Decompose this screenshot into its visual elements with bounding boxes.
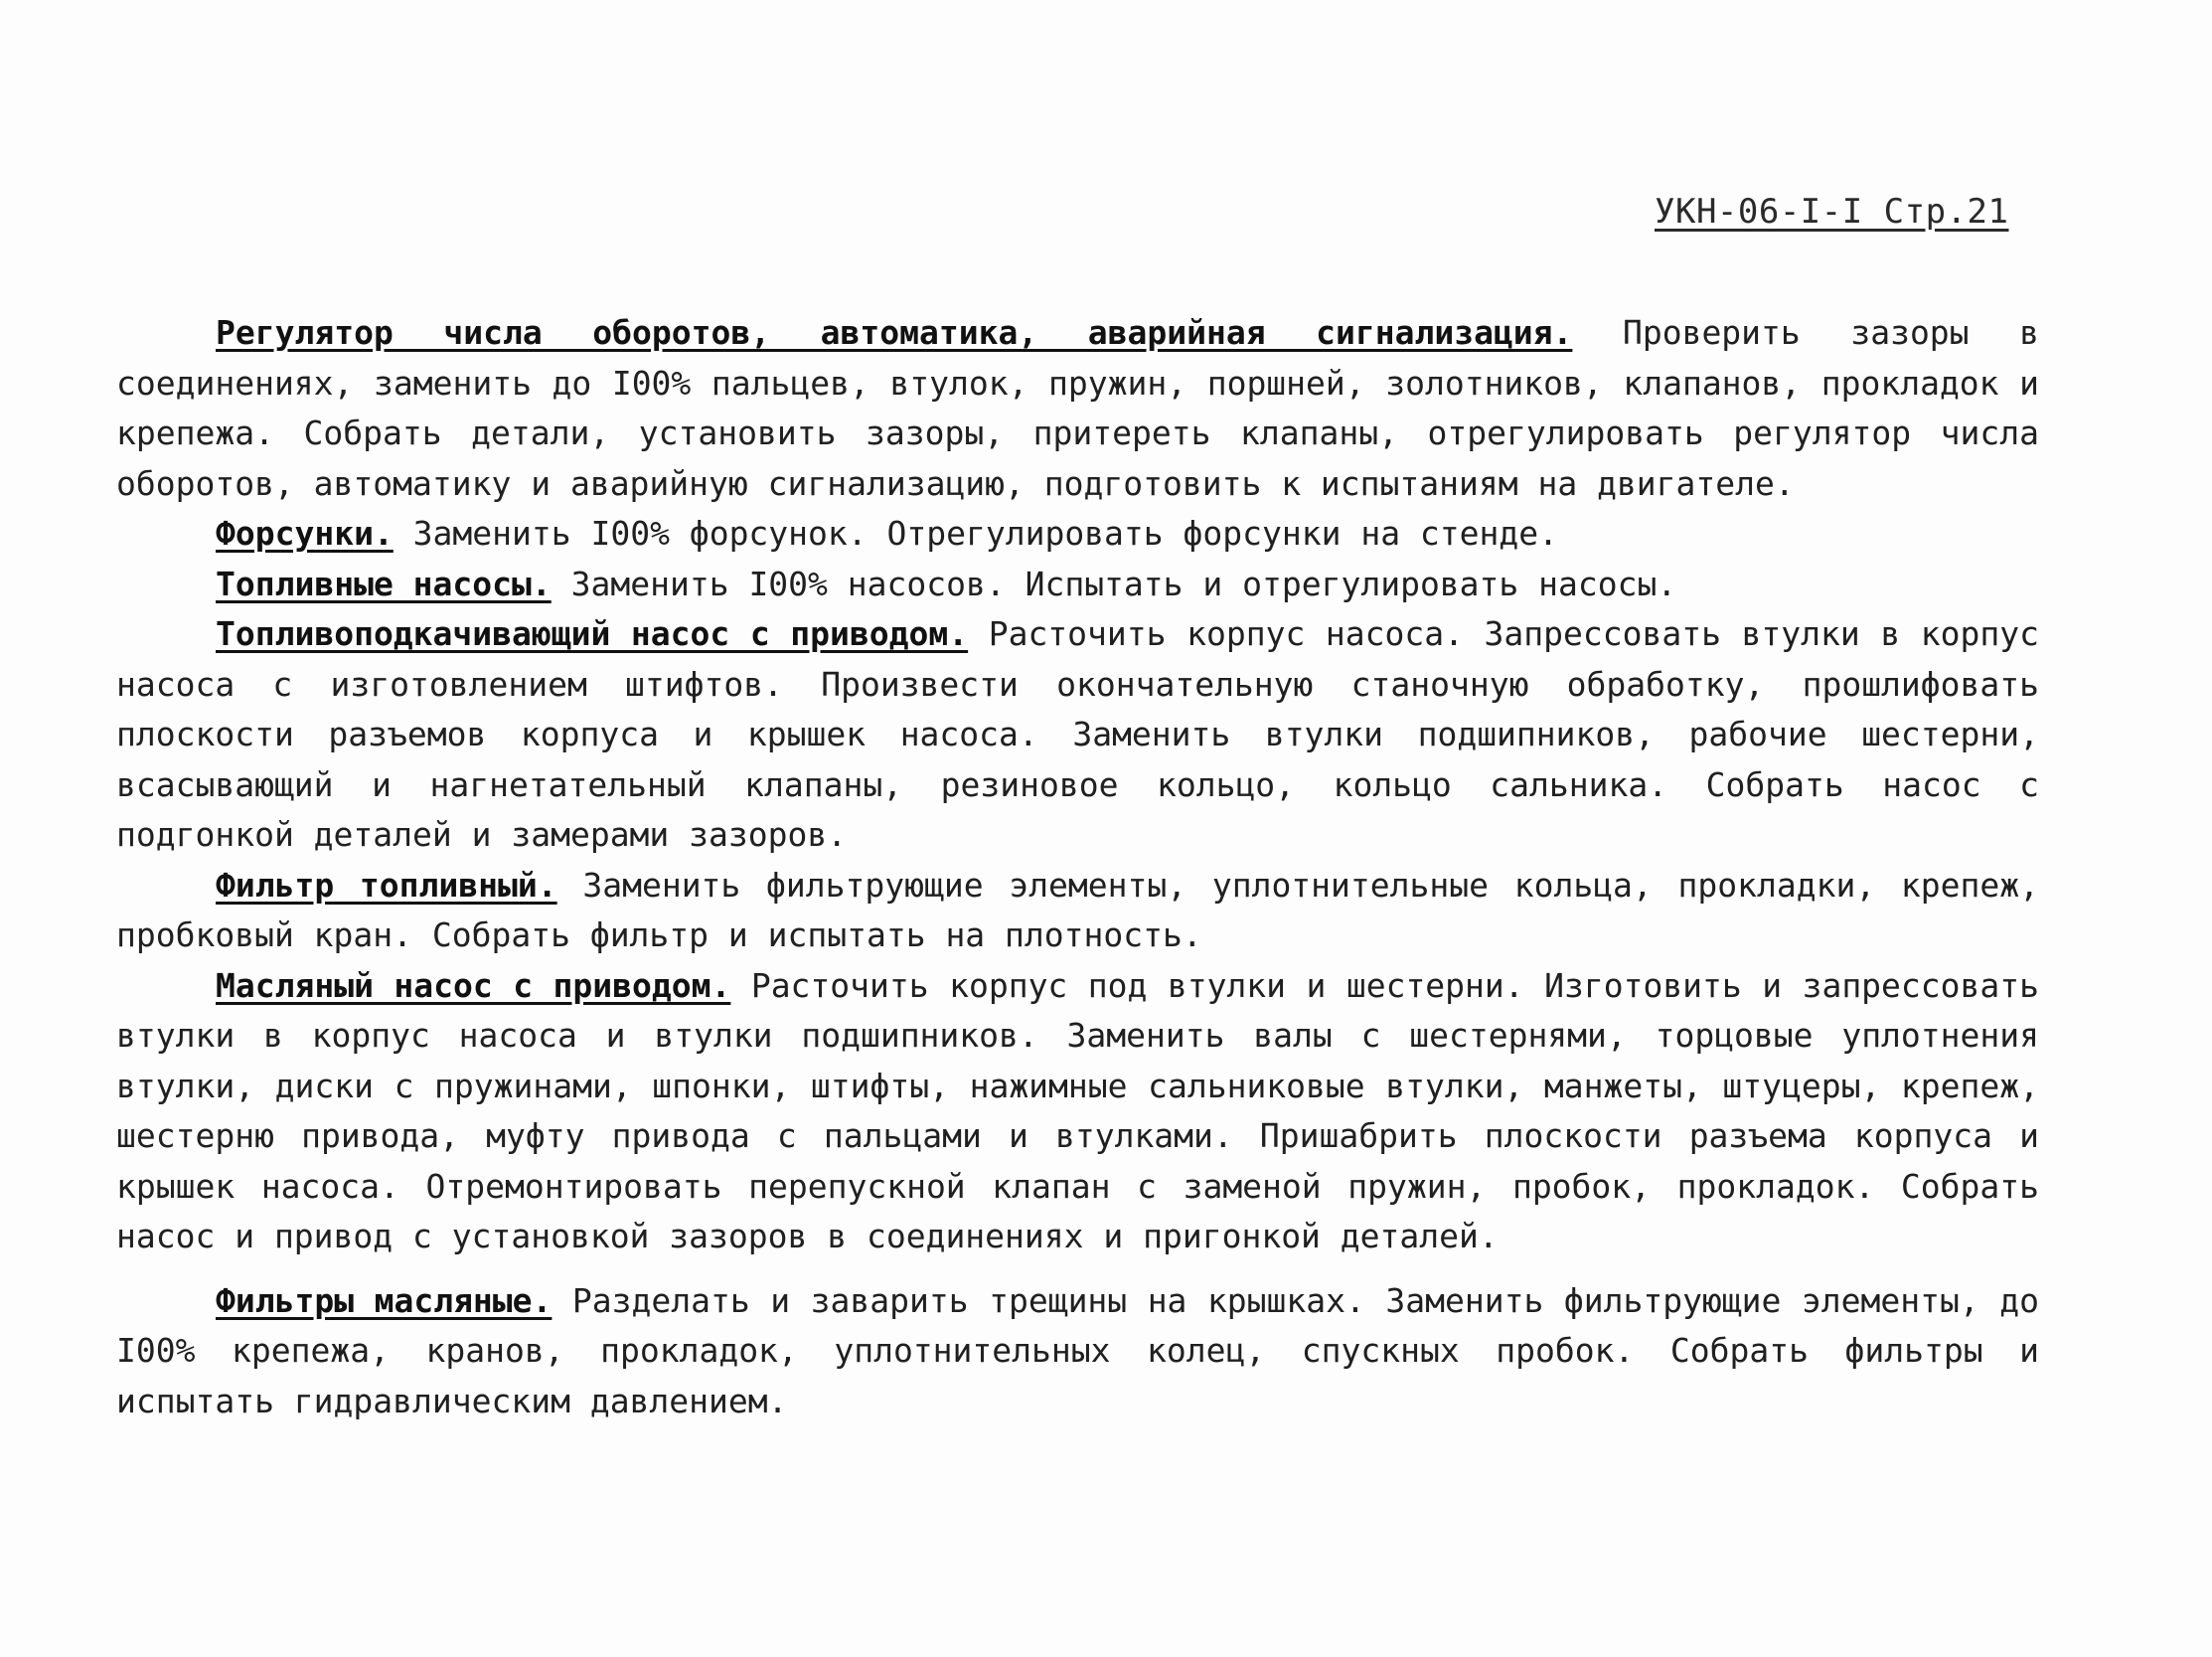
paragraph-oil-pump (116, 961, 2039, 1262)
paragraph-text: Расточить корпус под втулки и шестерни. Изготовить и запрессовать втулки в корпус насоса и втулки подшипников. Заменить валы с шестернями, торцовые уплотнения втулки, диски с пружинами, шпонки, штифты, нажимные сальниковые втулки, манжеты, штуцеры, крепеж, шестерню привода, муфту привода с пальцами и втулками. Пришабрить плоскости разъема корпуса и крышек насоса. Отремонтировать перепускной клапан с заменой пружин, пробок, прокладок. Собрать насос и привод с установкой зазоров в соединениях и пригонкой деталей. (116, 965, 2039, 1255)
paragraph-speed-regulator (116, 308, 2039, 509)
paragraph-text: Расточить корпус насоса. Запрессовать втулки в корпус насоса с изготовлением штифтов. Произвести окончательную станочную обработку, прошлифовать плоскости разъемов корпуса и крышек насоса. Заменить втулки подшипников, рабочие шестерни, всасывающий и нагнетательный клапаны, резиновое кольцо, кольцо сальника. Собрать насос с подгонкой деталей и замерами зазоров. (116, 614, 2039, 854)
paragraph-heading: Регулятор числа оборотов, автоматика, аварийная сигнализация. (216, 313, 1573, 352)
paragraph-text: Проверить зазоры в соединениях, заменить до I00% пальцев, втулок, пружин, поршней, золотников, клапанов, прокладок и крепежа. Собрать детали, установить зазоры, притереть клапаны, отрегулировать регулятор числа оборотов, автоматику и аварийную сигнализацию, подготовить к испытаниям на двигателе. (116, 313, 2039, 503)
paragraph-text: Заменить фильтрующие элементы, уплотнительные кольца, прокладки, крепеж, пробковый кран. Собрать фильтр и испытать на плотность. (116, 865, 2039, 954)
document-body (116, 308, 2039, 1426)
paragraph-text: Разделать и заварить трещины на крышках. Заменить фильтрующие элементы, до I00% крепежа, кранов, прокладок, уплотнительных колец, спускных пробок. Собрать фильтры и испытать гидравлическим давлением. (116, 1280, 2039, 1420)
paragraph-heading: Фильтр топливный. (216, 865, 557, 905)
paragraph-fuel-priming-pump (116, 609, 2039, 861)
paragraph-oil-filters (116, 1276, 2039, 1427)
paragraph-fuel-filter (116, 861, 2039, 961)
paragraph-injectors (116, 509, 2039, 560)
document-reference: УКН-06-I-I Стр.21 (1655, 192, 2009, 232)
paragraph-text: Заменить I00% форсунок. Отрегулировать форсунки на стенде. (393, 514, 1559, 553)
paragraph-heading: Масляный насос с приводом. (216, 965, 731, 1005)
paragraph-heading: Топливоподкачивающий насос с приводом. (216, 614, 969, 653)
paragraph-text: Заменить I00% насосов. Испытать и отрегулировать насосы. (551, 564, 1677, 603)
paragraph-heading: Топливные насосы. (216, 564, 552, 603)
paragraph-fuel-pumps (116, 560, 2039, 610)
paragraph-heading: Фильтры масляные. (216, 1280, 553, 1320)
paragraph-heading: Форсунки. (216, 514, 394, 553)
